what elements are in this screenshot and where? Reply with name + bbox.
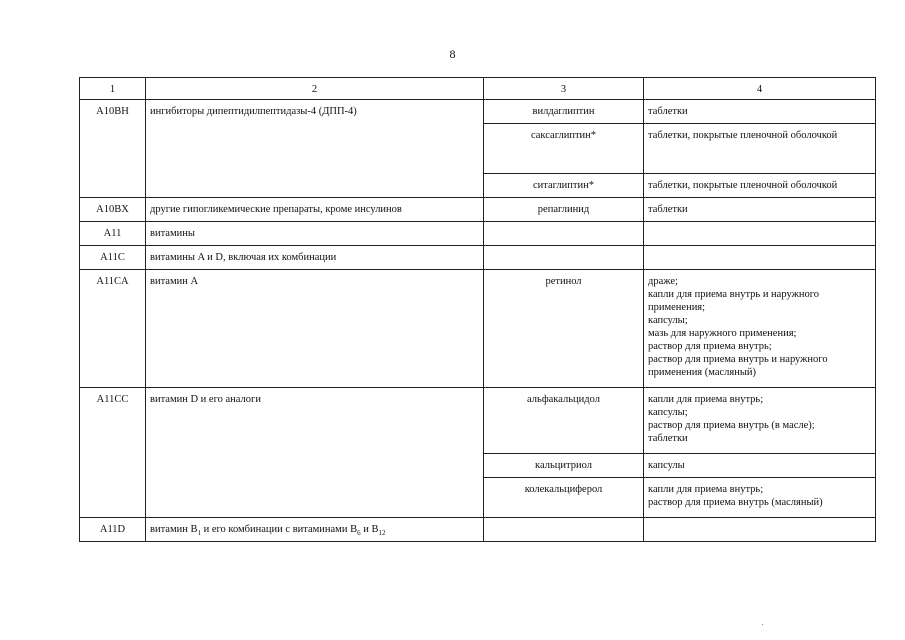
table-row: [80, 270, 876, 388]
table-row: [80, 518, 876, 542]
dosage-form: таблетки, покрытые пленочной оболочкой: [648, 180, 838, 191]
dosage-form: капли для приема внутрь;: [648, 394, 764, 405]
dosage-form: капли для приема внутрь и наружного применения;: [648, 289, 819, 313]
dosage-forms-cell: [644, 388, 876, 454]
dosage-forms-cell: [644, 454, 876, 478]
dosage-forms-cell: [644, 518, 876, 542]
table-row: [80, 246, 876, 270]
drug-name-cell: альфакальцидол: [484, 388, 644, 454]
drug-name-cell: репаглинид: [484, 198, 644, 222]
atc-name-cell: другие гипогликемические препараты, кроме инсулинов: [146, 198, 484, 222]
dosage-form: раствор для приема внутрь (масляный): [648, 497, 823, 508]
drug-name-cell: саксаглиптин*: [484, 124, 644, 174]
dosage-form: капсулы;: [648, 315, 688, 326]
dosage-form: таблетки: [648, 204, 688, 215]
atc-code-cell: A11D: [80, 518, 146, 542]
dosage-forms-cell: [644, 246, 876, 270]
table-row: [80, 198, 876, 222]
scan-speck: [762, 624, 763, 625]
column-number-4: 4: [644, 78, 876, 100]
drug-name-cell: [484, 222, 644, 246]
dosage-form: раствор для приема внутрь;: [648, 341, 772, 352]
drug-name-cell: [484, 246, 644, 270]
dosage-form: раствор для приема внутрь и наружного применения (масляный): [648, 354, 828, 378]
dosage-form: таблетки, покрытые пленочной оболочкой: [648, 130, 838, 141]
atc-name-cell: витамины: [146, 222, 484, 246]
drug-classification-table: [79, 77, 876, 542]
atc-code-cell: A11C: [80, 246, 146, 270]
atc-name-cell: витамины A и D, включая их комбинации: [146, 246, 484, 270]
dosage-form: мазь для наружного применения;: [648, 328, 797, 339]
table-row: [80, 222, 876, 246]
table-body: [80, 78, 876, 542]
vitamin-subscript: 1: [197, 529, 201, 538]
atc-name-cell: витамин A: [146, 270, 484, 388]
dosage-form: таблетки: [648, 106, 688, 117]
dosage-forms-cell: [644, 222, 876, 246]
dosage-form: капли для приема внутрь;: [648, 484, 764, 495]
column-number-3: 3: [484, 78, 644, 100]
dosage-form: драже;: [648, 276, 678, 287]
dosage-forms-cell: [644, 270, 876, 388]
dosage-form: таблетки: [648, 433, 688, 444]
atc-name-cell: ингибиторы дипептидилпептидазы-4 (ДПП-4): [146, 100, 484, 198]
atc-name-text: и его комбинации с витаминами B: [200, 524, 358, 535]
atc-name-text: и B: [360, 524, 379, 535]
dosage-forms-cell: [644, 124, 876, 174]
dosage-forms-cell: [644, 478, 876, 518]
column-number-1: 1: [80, 78, 146, 100]
vitamin-subscript: 12: [378, 529, 386, 538]
atc-code-cell: A11CA: [80, 270, 146, 388]
page-number: 8: [449, 47, 456, 61]
atc-code-cell: A11CC: [80, 388, 146, 518]
table-row: [80, 388, 876, 454]
dosage-form: капсулы: [648, 460, 685, 471]
drug-name-cell: колекальциферол: [484, 478, 644, 518]
drug-name-cell: кальцитриол: [484, 454, 644, 478]
dosage-forms-cell: [644, 198, 876, 222]
atc-code-cell: A10BH: [80, 100, 146, 198]
dosage-forms-cell: [644, 174, 876, 198]
drug-name-cell: ситаглиптин*: [484, 174, 644, 198]
atc-name-cell: [146, 518, 484, 542]
atc-code-cell: A10BX: [80, 198, 146, 222]
dosage-forms-cell: [644, 100, 876, 124]
column-number-row: [80, 78, 876, 100]
column-number-2: 2: [146, 78, 484, 100]
atc-name-cell: витамин D и его аналоги: [146, 388, 484, 518]
table-row: [80, 100, 876, 124]
drug-name-cell: вилдаглиптин: [484, 100, 644, 124]
drug-name-cell: ретинол: [484, 270, 644, 388]
dosage-form: капсулы;: [648, 407, 688, 418]
atc-code-cell: A11: [80, 222, 146, 246]
dosage-form: раствор для приема внутрь (в масле);: [648, 420, 815, 431]
drug-name-cell: [484, 518, 644, 542]
vitamin-subscript: 6: [357, 529, 361, 538]
atc-name-text: витамин B: [150, 524, 198, 535]
